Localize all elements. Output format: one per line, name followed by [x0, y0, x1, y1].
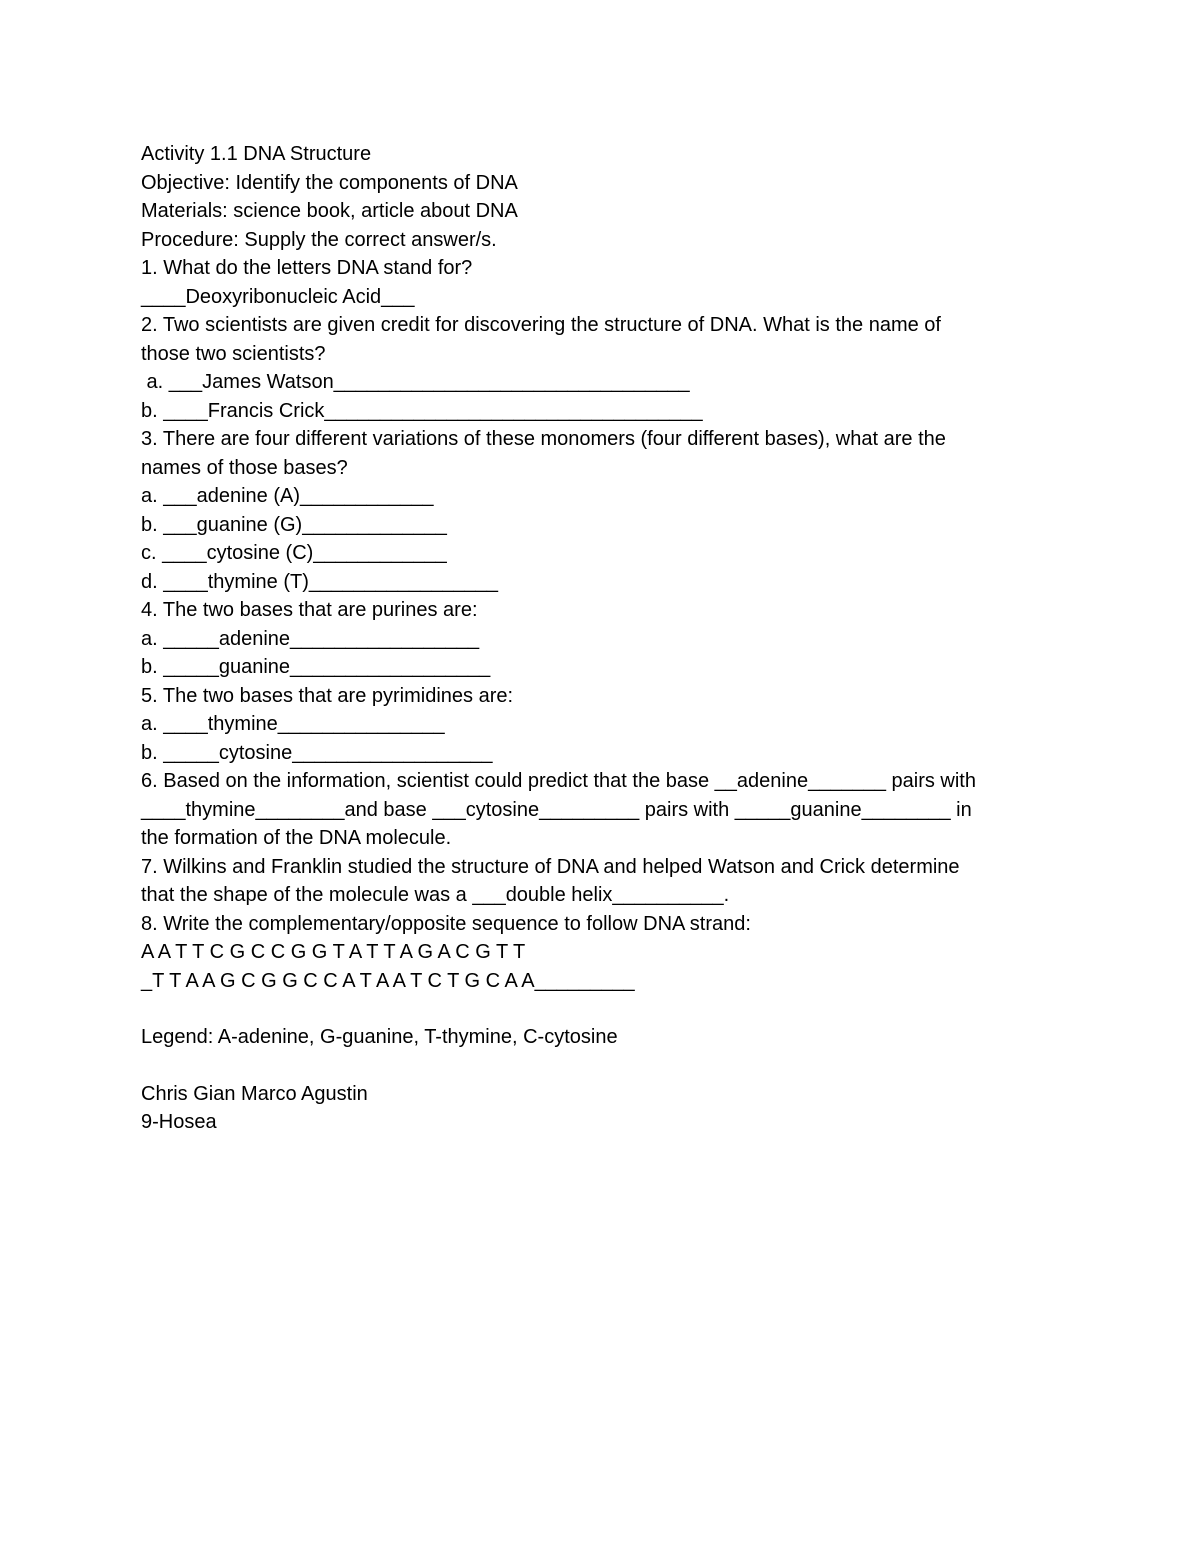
author-section: 9-Hosea — [141, 1111, 217, 1133]
answer-5b: b. _____cytosine__________________ — [141, 741, 493, 764]
question-6-line-3: the formation of the DNA molecule. — [141, 827, 452, 849]
procedure-text: Procedure: Supply the correct answer/s. — [141, 228, 497, 251]
question-8: 8. Write the complementary/opposite sequence to follow DNA strand: — [141, 912, 751, 935]
answer-3a: a. ___adenine (A)____________ — [141, 485, 434, 507]
question-3-line-2: names of those bases? — [141, 456, 348, 479]
legend-text: Legend: A-adenine, G-guanine, T-thymine, C-cytosine — [141, 1026, 618, 1048]
materials-text: Materials: science book, article about DNA — [141, 200, 518, 222]
answer-1: ____Deoxyribonucleic Acid___ — [141, 285, 415, 308]
spacer — [141, 1052, 1101, 1080]
question-2-line-1: 2. Two scientists are given credit for discovering the structure of DNA. What is the name of — [141, 314, 941, 336]
answer-3b: b. ___guanine (G)_____________ — [141, 513, 447, 536]
question-4: 4. The two bases that are purines are: — [141, 599, 478, 621]
answer-2b: b. ____Francis Crick__________________________________ — [141, 399, 703, 422]
answer-5a: a. ____thymine_______________ — [141, 713, 445, 735]
complementary-strand: _T T A A G C G G C C A T A A T C T G C A A_________ — [141, 969, 635, 992]
question-5: 5. The two bases that are pyrimidines are: — [141, 684, 514, 707]
question-1: 1. What do the letters DNA stand for? — [141, 257, 473, 279]
question-3-line-1: 3. There are four different variations of these monomers (four different bases), what are the — [141, 428, 946, 450]
document-page — [141, 140, 1101, 1137]
answer-4b: b. _____guanine__________________ — [141, 656, 491, 678]
spacer — [141, 995, 1101, 1023]
answer-3c: c. ____cytosine (C)____________ — [141, 542, 447, 564]
question-6-line-2: ____thymine________and base ___cytosine_________ pairs with _____guanine________ in — [141, 798, 972, 821]
question-6-line-1: 6. Based on the information, scientist could predict that the base __adenine_______ pairs with — [141, 770, 976, 792]
dna-strand: A A T T C G C C G G T A T T A G A C G T T — [141, 941, 526, 963]
objective-text: Objective: Identify the components of DNA — [141, 171, 518, 194]
question-7-line-1: 7. Wilkins and Franklin studied the structure of DNA and helped Watson and Crick determine — [141, 855, 960, 878]
author-name: Chris Gian Marco Agustin — [141, 1082, 368, 1105]
answer-3d: d. ____thymine (T)_________________ — [141, 570, 498, 593]
question-7-line-2: that the shape of the molecule was a ___double helix__________. — [141, 884, 730, 906]
answer-4a: a. _____adenine_________________ — [141, 627, 480, 650]
document-title: Activity 1.1 DNA Structure — [141, 143, 372, 165]
answer-2a: a. ___James Watson________________________________ — [141, 371, 690, 393]
question-2-line-2: those two scientists? — [141, 342, 326, 365]
